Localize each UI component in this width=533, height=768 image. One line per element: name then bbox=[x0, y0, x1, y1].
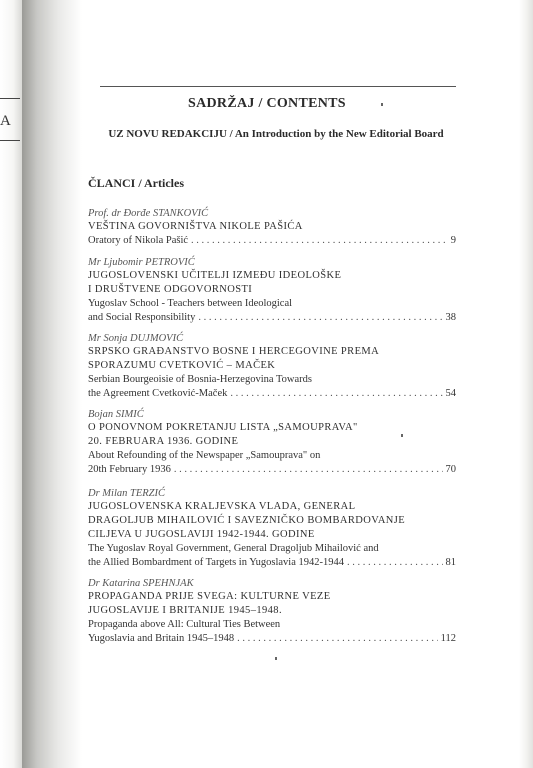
print-speck bbox=[275, 657, 277, 660]
entry-page-number: 70 bbox=[445, 464, 456, 475]
entry-english-title: Yugoslavia and Britain 1945–1948 bbox=[88, 633, 235, 644]
entry-page-line bbox=[88, 234, 456, 248]
entry-title-line: PROPAGANDA PRIJE SVEGA: KULTURNE VEZE bbox=[88, 591, 331, 602]
entry-title-line: JUGOSLOVENSKI UČITELJI IZMEĐU IDEOLOŠKE bbox=[88, 270, 342, 281]
entry-page-line bbox=[88, 311, 456, 325]
toc-entry[interactable] bbox=[88, 256, 456, 325]
entry-english-title: Yugoslav School - Teachers between Ideological bbox=[88, 298, 293, 309]
toc-entry[interactable] bbox=[88, 408, 456, 477]
header-rule bbox=[100, 86, 456, 87]
entry-page-number: 112 bbox=[440, 633, 456, 644]
entry-author: Dr Milan TERZIĆ bbox=[88, 488, 166, 499]
book-gutter-shadow bbox=[22, 0, 82, 768]
print-speck bbox=[381, 103, 383, 106]
dot-leader bbox=[191, 234, 448, 248]
entry-title-line: DRAGOLJUB MIHAILOVIĆ I SAVEZNIČKO BOMBARDOVANJE bbox=[88, 515, 406, 526]
entry-english-title: Serbian Bourgeoisie of Bosnia-Herzegovina Towards bbox=[88, 374, 312, 385]
entry-english-title: 20th February 1936 bbox=[88, 464, 171, 475]
entry-title-line: 20. FEBRUARA 1936. GODINE bbox=[88, 436, 239, 447]
entry-title-line: O PONOVNOM POKRETANJU LISTA „SAMOUPRAVA" bbox=[88, 422, 358, 433]
toc-entry[interactable] bbox=[88, 332, 456, 401]
page-title: SADRŽAJ / CONTENTS bbox=[188, 96, 346, 111]
section-heading: ČLANCI / Articles bbox=[88, 176, 184, 190]
entry-author: Dr Katarina SPEHNJAK bbox=[88, 578, 194, 589]
dot-leader bbox=[237, 632, 438, 646]
toc-entry[interactable] bbox=[88, 487, 456, 570]
entry-page-line bbox=[88, 632, 456, 646]
entry-author: Bojan SIMIĆ bbox=[88, 409, 144, 420]
dot-leader bbox=[230, 387, 442, 401]
left-page-rule-top bbox=[0, 98, 20, 99]
entry-author: Prof. dr Đorđe STANKOVIĆ bbox=[88, 208, 209, 219]
left-page-rule-bottom bbox=[0, 140, 20, 141]
entry-english-title: Propaganda above All: Cultural Ties Between bbox=[88, 619, 281, 630]
dot-leader bbox=[347, 556, 443, 570]
entry-english-title: The Yugoslav Royal Government, General Dragoljub Mihailović and bbox=[88, 543, 379, 554]
entry-title-line: JUGOSLAVIJE I BRITANIJE 1945–1948. bbox=[88, 605, 282, 616]
entry-page-number: 54 bbox=[445, 388, 456, 399]
entry-author: Mr Sonja DUJMOVIĆ bbox=[88, 333, 184, 344]
entry-page-number: 9 bbox=[450, 235, 456, 246]
print-speck bbox=[401, 434, 403, 437]
entry-title-line: SRPSKO GRAĐANSTVO BOSNE I HERCEGOVINE PREMA bbox=[88, 346, 380, 357]
entry-title-line: JUGOSLOVENSKA KRALJEVSKA VLADA, GENERAL bbox=[88, 501, 356, 512]
entry-english-title: the Allied Bombardment of Targets in Yugoslavia 1942-1944 bbox=[88, 557, 344, 568]
entry-author: Mr Ljubomir PETROVIĆ bbox=[88, 257, 195, 268]
entry-title-line: SPORAZUMU CVETKOVIĆ – MAČEK bbox=[88, 360, 276, 371]
dot-leader bbox=[174, 463, 443, 477]
entry-title-line: I DRUŠTVENE ODGOVORNOSTI bbox=[88, 284, 253, 295]
entry-page-line bbox=[88, 387, 456, 401]
page-edge bbox=[519, 0, 533, 768]
toc-entry[interactable] bbox=[88, 577, 456, 646]
entry-title-line: VEŠTINA GOVORNIŠTVA NIKOLE PAŠIĆA bbox=[88, 221, 303, 232]
entry-page-line bbox=[88, 463, 456, 477]
entry-english-title: and Social Responsibility bbox=[88, 312, 196, 323]
entry-page-line bbox=[88, 556, 456, 570]
editorial-intro: UZ NOVU REDAKCIJU / An Introduction by the New Editorial Board bbox=[108, 128, 444, 140]
entry-title-line: CILJEVA U JUGOSLAVIJI 1942-1944. GODINE bbox=[88, 529, 315, 540]
entry-english-title: About Refounding of the Newspaper „Samouprava" on bbox=[88, 450, 321, 461]
entry-english-title: Oratory of Nikola Pašić bbox=[88, 235, 189, 246]
entry-page-number: 81 bbox=[445, 557, 456, 568]
toc-entry[interactable] bbox=[88, 207, 456, 248]
entry-english-title: the Agreement Cvetković-Maček bbox=[88, 388, 228, 399]
left-page-fragment: A bbox=[0, 113, 11, 129]
dot-leader bbox=[198, 311, 442, 325]
left-page-margin bbox=[0, 0, 22, 768]
entry-page-number: 38 bbox=[445, 312, 456, 323]
